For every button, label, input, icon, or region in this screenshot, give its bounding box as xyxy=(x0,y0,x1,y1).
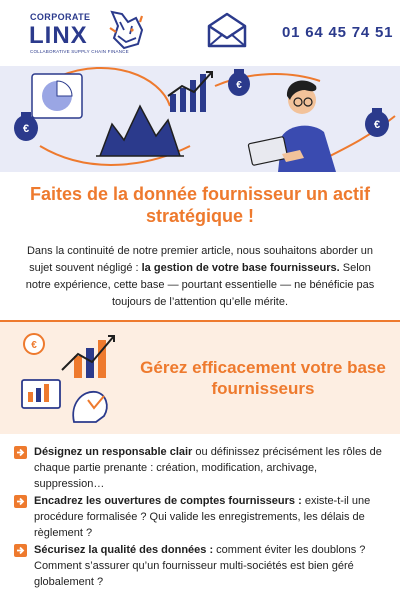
growth-hand-illustration xyxy=(4,326,134,430)
envelope-icon[interactable] xyxy=(206,10,248,50)
svg-text:€: € xyxy=(22,123,30,135)
svg-text:€: € xyxy=(31,340,37,351)
hero-banner xyxy=(0,66,400,172)
person-laptop-illustration xyxy=(248,81,336,172)
arrow-right-icon xyxy=(14,495,27,508)
lynx-logo-icon xyxy=(108,8,144,52)
item-text: comment éviter les doublons ? xyxy=(213,544,366,556)
phone-number[interactable]: 01 64 45 74 51 xyxy=(282,24,394,41)
section-title: Gérez efficacement votre base fournisseurs xyxy=(140,358,386,398)
list-item xyxy=(14,493,390,541)
logo-top-text: CORPORATE xyxy=(30,12,91,22)
arrow-right-icon xyxy=(14,544,27,557)
intro-text-2: Selon notre expérience, cette base — pourtant essentielle — ne bénéficie pas toujours de l’attention qu’elle mérite. xyxy=(25,262,375,308)
mountain-line-chart-icon xyxy=(96,106,184,156)
checklist xyxy=(14,444,390,591)
item-bold: Encadrez les ouvertures de comptes fournisseurs : xyxy=(34,495,302,507)
section-band xyxy=(0,322,400,434)
svg-text:€: € xyxy=(236,80,242,91)
euro-money-bag-icon xyxy=(365,108,389,137)
intro-bold-text: la gestion de votre base fournisseurs. xyxy=(141,262,340,274)
item-continuation: Comment s’assurer qu’un fournisseur multi-sociétés est bien géré globalement ? xyxy=(34,560,354,588)
item-text: ou définissez précisément les rôles de chaque partie prenante : création, modification, archivage, suppression… xyxy=(34,446,382,490)
logo-tagline: COLLABORATIVE SUPPLY CHAIN FINANCE xyxy=(30,49,129,54)
intro-paragraph xyxy=(24,243,376,311)
item-text: existe-t-il une procédure formalisée ? Qui valide les enregistrements, les délais de règlement ? xyxy=(34,495,371,539)
list-item xyxy=(14,444,390,492)
item-bold: Désignez un responsable clair xyxy=(34,446,193,458)
list-item xyxy=(14,542,390,590)
item-bold: Sécurisez la qualité des données : xyxy=(34,544,214,556)
arrow-right-icon xyxy=(14,446,27,459)
svg-text:€: € xyxy=(373,119,381,131)
corporate-linx-logo[interactable] xyxy=(30,8,140,60)
headline: Faites de la donnée fournisseur un actif stratégique ! xyxy=(29,184,371,226)
pie-chart-icon xyxy=(32,74,82,118)
bar-chart-icon xyxy=(168,72,212,112)
logo-main-text: LINX xyxy=(29,22,88,49)
euro-money-bag-icon xyxy=(228,69,250,96)
intro-text-1: Dans la continuité de notre premier article, nous souhaitons aborder un sujet souvent négligé : xyxy=(26,245,374,274)
header xyxy=(0,0,400,66)
